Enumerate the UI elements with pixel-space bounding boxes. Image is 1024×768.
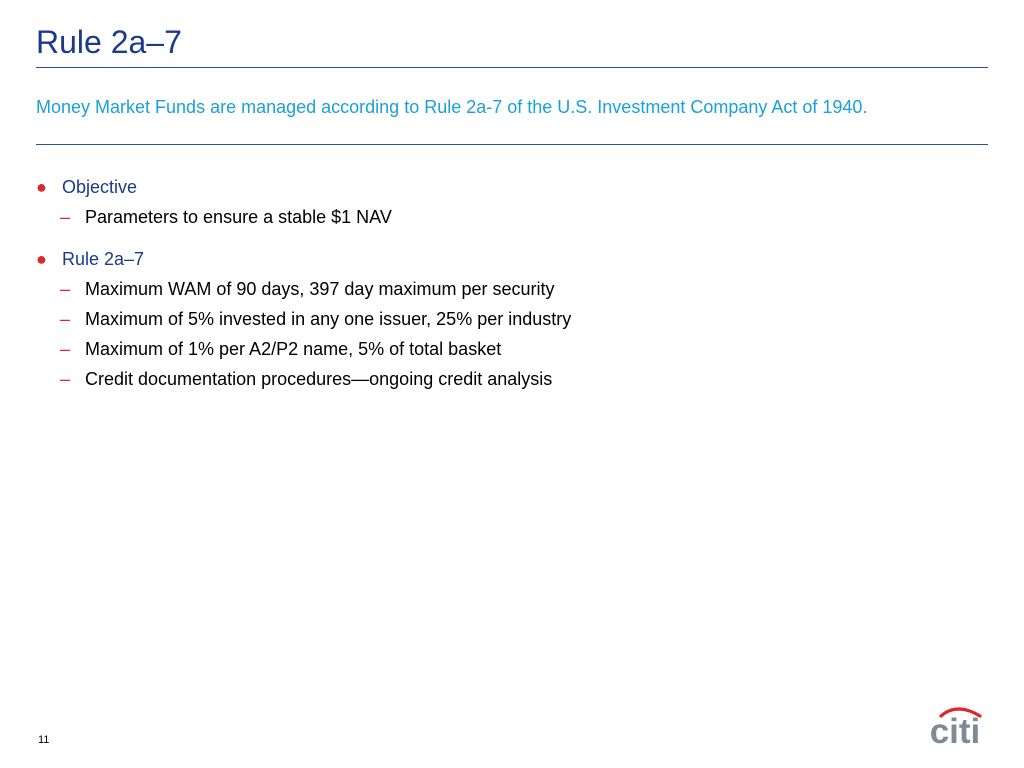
- sub-bullet-text: Credit documentation procedures—ongoing credit analysis: [85, 369, 553, 389]
- title-divider: [36, 67, 988, 68]
- bullet-item: [36, 176, 976, 198]
- bullet-content: [36, 176, 976, 410]
- dash-icon: –: [60, 279, 71, 299]
- sub-bullet-item: [36, 278, 976, 308]
- dash-icon: –: [60, 207, 71, 227]
- citi-logo-icon: [924, 703, 986, 745]
- sub-bullet-text: Maximum of 1% per A2/P2 name, 5% of total basket: [85, 339, 502, 359]
- slide-title: Rule 2a–7: [36, 24, 182, 60]
- sub-bullet-item: [36, 308, 976, 338]
- bullet-section-objective: [36, 176, 976, 236]
- sub-bullet-text: Maximum WAM of 90 days, 397 day maximum per security: [85, 279, 555, 299]
- subtitle-divider: [36, 144, 988, 145]
- sub-bullet-item: [36, 206, 976, 236]
- slide-subtitle: Money Market Funds are managed according to Rule 2a-7 of the U.S. Investment Company Act of 1940.: [36, 97, 868, 117]
- dash-icon: –: [60, 339, 71, 359]
- dash-icon: –: [60, 309, 71, 329]
- bullet-dot-icon: ●: [36, 177, 47, 197]
- sub-bullet-item: [36, 338, 976, 368]
- bullet-item: [36, 248, 976, 270]
- logo-text: citi: [929, 712, 981, 745]
- page-number: 11: [38, 734, 50, 746]
- sub-bullet-text: Maximum of 5% invested in any one issuer, 25% per industry: [85, 309, 572, 329]
- sub-bullet-list: [36, 206, 976, 236]
- sub-bullet-list: [36, 278, 976, 398]
- sub-bullet-item: [36, 368, 976, 398]
- dash-icon: –: [60, 369, 71, 389]
- bullet-dot-icon: ●: [36, 249, 47, 269]
- bullet-label: Objective: [62, 177, 138, 197]
- bullet-label: Rule 2a–7: [62, 249, 145, 269]
- sub-bullet-text: Parameters to ensure a stable $1 NAV: [85, 207, 392, 227]
- bullet-section-rule: [36, 248, 976, 398]
